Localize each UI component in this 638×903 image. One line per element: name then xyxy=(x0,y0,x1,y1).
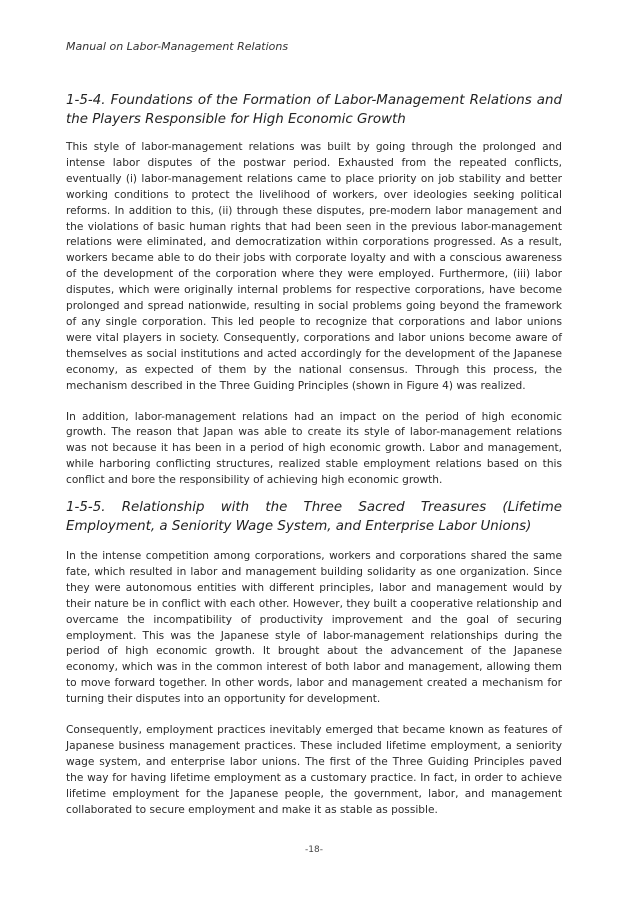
section-heading-1-5-4: 1-5-4. Foundations of the Formation of Labor-Management Relations and the Players Responsible for High Economic Growth xyxy=(66,93,562,127)
paragraph-1-5-4-a: This style of labor-management relations was built by going through the prolonged and intense labor disputes of the postwar period. Exhausted from the repeated conflicts, eventually (i) labor-management relations came to place priority on job stability and better working conditions to protect the livelihood of workers, over ideologies seeking political reforms. In addition to this, (ii) through these disputes, pre-modern labor management and the violations of basic human rights that had been seen in the previous labor-management relations were eliminated, and democratization within corporations progressed. As a result, workers became able to do their jobs with corporate loyalty and with a conscious awareness of the development of the corporation where they were employed. Furthermore, (iii) labor disputes, which were originally internal problems for respective corporations, have become prolonged and spread nationwide, resulting in social problems going beyond the framework of any single corporation. This led people to recognize that corporations and labor unions were vital players in society. Consequently, corporations and labor unions become aware of themselves as social institutions and acted accordingly for the development of the Japanese economy, as expected of them by the national consensus. Through this process, the mechanism described in the Three Guiding Principles (shown in Figure 4) was realized. xyxy=(66,141,562,392)
paragraph-1-5-5-b: Consequently, employment practices inevitably emerged that became known as features of Japanese business management practices. These included lifetime employment, a seniority wage system, and enterprise labor unions. The first of the Three Guiding Principles paved the way for having lifetime employment as a customary practice. In fact, in order to achieve lifetime employment for the Japanese people, the government, labor, and management collaborated to secure employment and make it as stable as possible. xyxy=(66,724,562,816)
paragraph-1-5-4-b: In addition, labor-management relations had an impact on the period of high economic growth. The reason that Japan was able to create its style of labor-management relations was not because it has been in a period of high economic growth. Labor and management, while harboring conflicting structures, realized stable employment relations based on this conflict and bore the responsibility of achieving high economic growth. xyxy=(66,410,562,487)
document-page xyxy=(66,0,562,903)
page-content xyxy=(66,91,562,834)
section-heading-1-5-5: 1-5-5. Relationship with the Three Sacred Treasures (Lifetime Employment, a Seniority Wage System, and Enterprise Labor Unions) xyxy=(66,500,562,535)
page-number: -18- xyxy=(305,845,323,855)
paragraph-1-5-5-a: In the intense competition among corporations, workers and corporations shared the same fate, which resulted in labor and management building solidarity as one organization. Since they were autonomous entities with different principles, labor and management would by their nature be in conflict with each other. However, they built a cooperative relationship and overcame the incompatibility of productivity improvement and the goal of securing employment. This was the Japanese style of labor-management relationships during the period of high economic growth. It brought about the advancement of the Japanese economy, which was in the common interest of both labor and management, allowing them to move forward together. In other words, labor and management created a mechanism for turning their disputes into an opportunity for development. xyxy=(66,550,562,706)
running-header: Manual on Labor-Management Relations xyxy=(66,40,289,53)
